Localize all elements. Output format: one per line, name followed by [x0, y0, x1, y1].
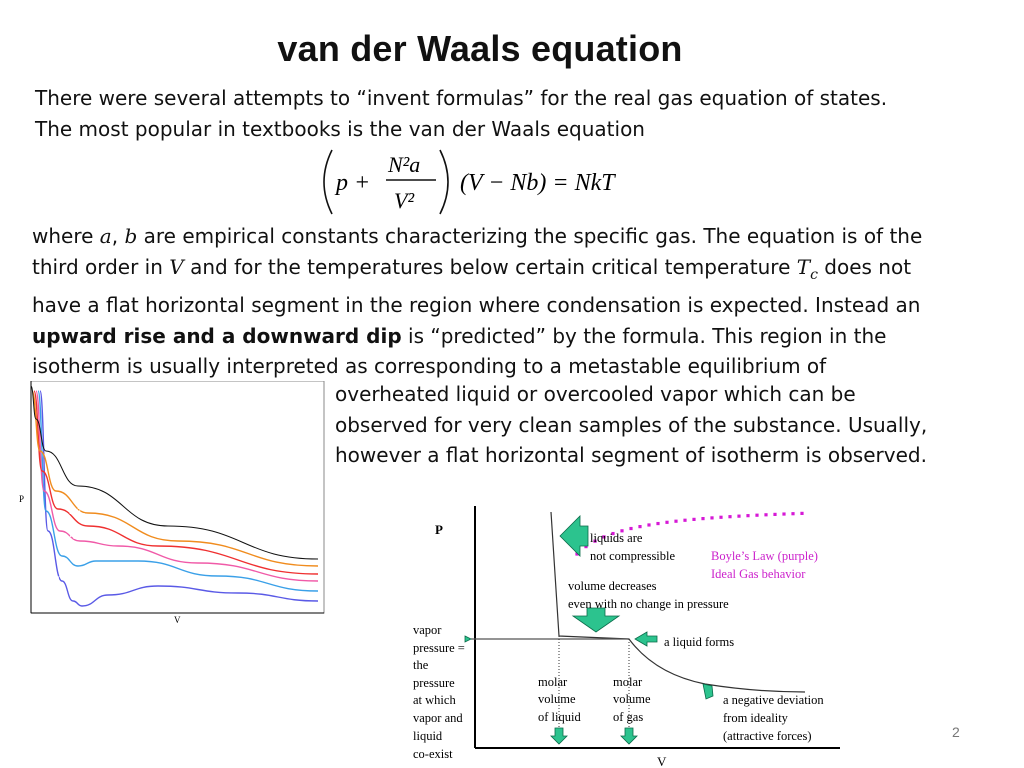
svg-text:of gas: of gas [613, 710, 644, 724]
plot-y-label: P [19, 494, 25, 504]
down-arrow-icon [573, 608, 619, 632]
svg-text:molar: molar [538, 675, 568, 689]
body-line: however a flat horizontal segment of isotherm is observed. [335, 443, 927, 467]
note-liquids: not compressible [590, 549, 676, 563]
condensation-diagram [405, 496, 845, 768]
note-volume: even with no change in pressure [568, 597, 729, 611]
ideal-gas-dot [737, 515, 740, 518]
ideal-gas-dot [791, 512, 794, 515]
ideal-gas-dot [764, 513, 767, 516]
intro-paragraph [35, 83, 887, 144]
svg-text:volume: volume [538, 692, 576, 706]
ideal-gas-dot [638, 525, 641, 528]
label-critical: $T_c$ [68, 530, 76, 541]
body-line: isotherm is usually interpreted as corresponding to a metastable equilibrium of [32, 354, 827, 378]
slide-number: 2 [952, 724, 960, 740]
ideal-gas-dot [800, 512, 803, 515]
intro-line: The most popular in textbooks is the van der Waals equation [35, 116, 645, 141]
svg-text:molar: molar [613, 675, 643, 689]
ideal-gas-dot [773, 513, 776, 516]
body-paragraph-continued [335, 379, 927, 471]
body-line: third order in V and for the temperatures below certain critical temperature $T_c$ does not [32, 254, 912, 283]
ideal-gas-dot [629, 527, 632, 530]
svg-text:volume: volume [613, 692, 651, 706]
note-deviation [723, 693, 824, 743]
label-above-critical: $T>T_c$ [68, 507, 85, 518]
svg-text:vapor: vapor [413, 623, 442, 637]
ideal-gas-dot [674, 520, 677, 523]
symbol-a: a [99, 224, 112, 248]
body-line: where a, b are empirical constants characterizing the specific gas. The equation is of the [32, 224, 923, 248]
ideal-gas-dot [728, 515, 731, 518]
note-molar-liquid [538, 675, 581, 724]
svg-text:pressure: pressure [413, 676, 455, 690]
eq-denominator: V² [394, 188, 415, 213]
svg-text:at which: at which [413, 693, 456, 707]
symbol-b: b [124, 224, 138, 248]
down-arrow-icon [551, 728, 567, 744]
note-molar-gas [613, 675, 651, 724]
body-line: observed for very clean samples of the substance. Usually, [335, 412, 928, 437]
eq-numerator: N²a [388, 152, 421, 177]
ideal-gas-dot [656, 522, 659, 525]
note-boyle: Boyle’s Law (purple) [711, 549, 818, 563]
ideal-gas-dot [755, 514, 758, 517]
svg-text:of liquid: of liquid [538, 710, 581, 724]
label-below-critical: $T<T_c$ [56, 575, 73, 586]
ideal-gas-dot [701, 517, 704, 520]
ideal-gas-dot [782, 512, 785, 515]
note-vapor-pressure [413, 623, 465, 761]
svg-text:pressure =: pressure = [413, 641, 465, 655]
slide-title: van der Waals equation [277, 28, 683, 69]
van-der-waals-equation [318, 146, 663, 218]
ideal-gas-dot [665, 521, 668, 524]
svg-text:the: the [413, 658, 429, 672]
symbol-Tc: $T_c$ [796, 254, 818, 283]
svg-text:vapor and: vapor and [413, 711, 463, 725]
emphasis-text: upward rise and a downward dip [32, 323, 402, 348]
left-arrow-icon [635, 632, 657, 646]
svg-text:liquid: liquid [413, 729, 443, 743]
symbol-V: V [169, 254, 184, 279]
eq-pressure-term: p + [336, 170, 371, 196]
body-line: upward rise and a downward dip is “predicted” by the formula. This region in the [32, 323, 887, 348]
body-line: have a flat horizontal segment in the region where condensation is expected. Instead an [32, 293, 921, 317]
right-arrow-icon [465, 636, 471, 642]
svg-text:a negative deviation: a negative deviation [723, 693, 824, 707]
y-axis-label: P [435, 522, 443, 537]
ideal-gas-dot [746, 514, 749, 517]
x-axis-label: V [657, 754, 667, 768]
ideal-gas-dot [647, 523, 650, 526]
pointer-arrow-icon [703, 684, 713, 699]
ideal-gas-dot [692, 518, 695, 521]
intro-line: There were several attempts to “invent formulas” for the real gas equation of states. [35, 86, 888, 110]
body-line: overheated liquid or overcooled vapor which can be [335, 382, 856, 406]
isotherm-plot [18, 381, 330, 639]
down-arrow-icon [621, 728, 637, 744]
plot-x-label: V [174, 615, 181, 625]
note-volume: volume decreases [568, 579, 657, 593]
svg-text:from ideality: from ideality [723, 711, 788, 725]
body-paragraph [32, 221, 922, 382]
ideal-gas-dot [710, 516, 713, 519]
note-boyle: Ideal Gas behavior [711, 567, 806, 581]
ideal-gas-dot [683, 519, 686, 522]
note-liquid-forms: a liquid forms [664, 635, 735, 649]
svg-text:co-exist: co-exist [413, 747, 453, 761]
note-liquids: liquids are [590, 531, 643, 545]
svg-text:(attractive forces): (attractive forces) [723, 729, 812, 743]
eq-rhs: (V − Nb) = NkT [460, 170, 615, 196]
ideal-gas-dot [719, 516, 722, 519]
left-arrow-icon [560, 516, 588, 556]
